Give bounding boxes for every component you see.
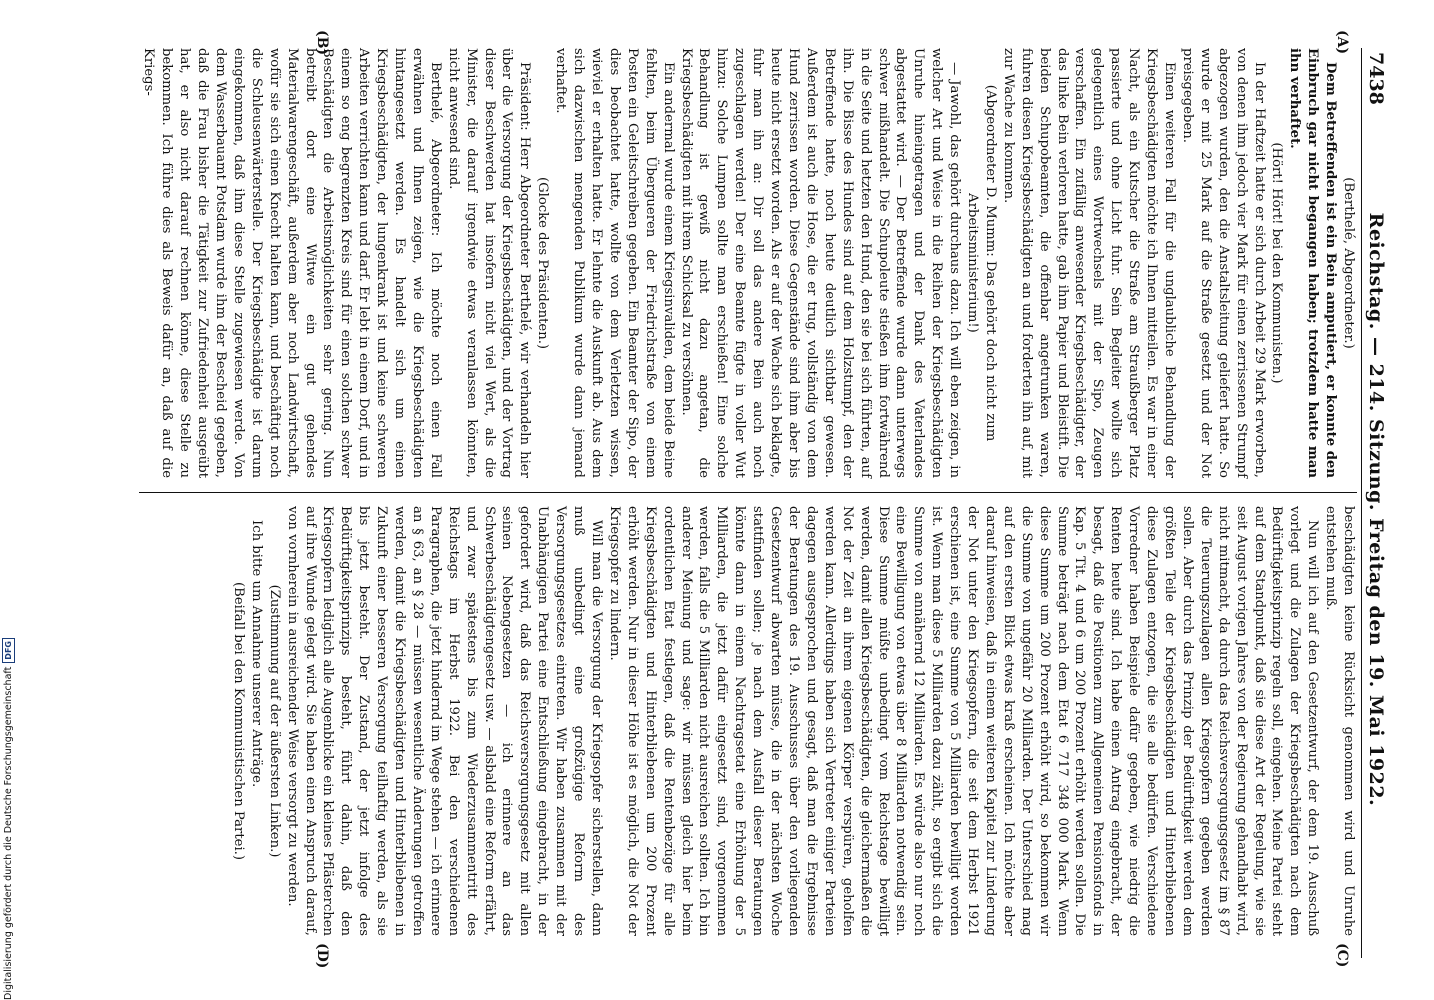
credit-text: Digitalisierung gefördert durch die Deutsche Forschungsgemeinschaft (3, 666, 14, 1000)
newspaper-page (90, 30, 1390, 969)
margin-mark-c: (C) (1334, 943, 1350, 968)
paragraph: — Jawohl, das gehört durchaus dazu. Ich will eben zeigen, in welcher Art und Weise in die Reihen der Kriegsbeschädigten Unruhe hineingetragen und der Dank des Vaterlandes abgestattet wird. — Der Betreffende wurde dann unterwegs schwer mißhandelt. Die Schupoleute stießen ihm fortwährend in die Seite und hetzten den Hund, den sie bei sich führten, auf ihn. Die Bisse des Hundes sind auf dem Holzstumpf, den der Betreffende hatte, noch heute deutlich sichtbar gewesen. Außerdem ist auch die Hose, die er trug, vollständig von dem Hund zerrissen worden. Diese Gegenstände sind ihm aber bis heute nicht ersetzt worden. Als er auf der Wache sich beklagte, fuhr man ihn an: Dir soll das andere Bein auch noch zugeschlagen werden! Der eine Beamte fügte in voller Wut hinzu: Solche Lumpen sollte man erschießen! Eine solche Behandlung ist gewiß nicht dazu angetan, die Kriegsbeschädigten mit ihrem Schicksal zu versöhnen. (678, 48, 963, 478)
margin-mark-d: (D) (314, 943, 330, 969)
paragraph: Nun will ich auf den Gesetzentwurf, der dem 19. Ausschuß vorlegt und die Zulagen der Kriegsbeschädigten nach dem Bedürftigkeitsprinzip regeln soll, eingehen. Meine Partei steht auf dem Standpunkt, daß sie diese Art der Regelung, wie sie seit August vorigen Jahres von der Regierung gehandhabt wird, nicht mitmacht, da durch das Reichsversorgungsgesetz im § 87 die Teuerungszulagen allen Kriegsopfern gegeben werden sollen. Aber durch das Prinzip der Bedürftigkeit werden dem größten Teile der Kriegsbeschädigten und Hinterbliebenen diese Zulagen entzogen, die sie alle bedürfen. Verschiedene Vorredner haben Beispiele dafür gegeben, wie niedrig die Renten heute sind. Ich habe einen Antrag eingebracht, der besagt, daß die Positionen zum Allgemeinen Pensionsfonds in Kap. 5 Tit. 4 und 6 um 200 Prozent erhöht werden sollen. Die Summe beträgt nach dem Etat 6 717 348 000 Mark. Wenn diese Summe um 200 Prozent erhöht wird, so bekommen wir die Summe von ungefähr 20 Milliarden. Der Unterschied mag auf den ersten Blick etwas kraß erscheinen. Ich möchte aber darauf hinweisen, daß in einem weiteren Kapitel zur Linderung der Not unter den Kriegsopfern, die seit dem Herbst 1921 erschienen ist, eine Summe von 5 Milliarden bewilligt worden ist. Wenn man diese 5 Milliarden dazu zählt, so ergibt sich die Summe von annähernd 12 Milliarden. Es würde also nur noch eine Bewilligung von etwas über 8 Milliarden notwendig sein. Diese Summe müßte unbedingt vom Reichstage bewilligt werden, damit allen Kriegsbeschädigten, die gleichermaßen die Not der Zeit an ihrem eigenen Körper verspüren, geholfen werden kann. Allerdings haben sich Vertreter einiger Parteien dagegen ausgesprochen und gesagt, daß man die Ergebnisse der Beratungen des 19. Ausschusses über den vorliegenden Gesetzentwurf abwarten müsse, die in der nächsten Woche stattfinden sollen; je nach dem Ausfall dieser Beratungen könnte dann in einem Nachtragsetat eine Erhöhung der 5 Milliarden, die jetzt dafür eingesetzt sind, vorgenommen werden, falls die 5 Milliarden nicht ausreichen sollten. Ich bin anderer Meinung und sage: wir müssen gleich hier beim ordentlichen Etat festlegen, daß die Rentenbezüge für alle Kriegsbeschädigten und Hinterbliebenen um 200 Prozent erhöht werden. Nur in dieser Höhe ist es möglich, die Not der Kriegsopfer zu lindern. (606, 506, 1321, 936)
paragraph: Ein andermal wurde einem Kriegsinvaliden, dem beide Beine fehlten, beim Übergueren der Friedrichstraße von einem Posten ein Geleitschreiben gegeben. Ein Beamter der Sipo, der dies beobachtet hatte, wollte von dem Verletzten wissen, wieviel er erhalten hatte. Er lehnte die Auskunft ab. Aus dem sich dazwischen mengenden Publikum wurde dann jemand verhaftet. (553, 48, 676, 478)
interjection: (Glocke des Präsidenten.) (535, 176, 551, 350)
interjection: (Beifall bei den Kommunistischen Partei.) (230, 582, 246, 860)
interjection: (Zustimmung auf der äußersten Linken.) (266, 584, 282, 858)
paragraph: Will man die Versorgung der Kriegsopfer sicherstellen, dann muß unbedingt eine großzügige Reform des Versorgungsgesetzes eintreten. Wir haben zusammen mit der Unabhängigen Partei eine Entschließung eingebracht, in der gefordert wird, daß das Reichsversorgungsgesetz mit allen seinen Nebengesetzen — ich erinnere an das Schwerbeschädigtengesetz usw. — alsbald eine Reform erfährt, und zwar spätestens bis zum Wiederzusammentritt des Reichstags im Herbst 1922. Bei den verschiedenen Paragraphen, die jetzt hindernd im Wege stehen — ich erinnere an § 63, an § 28 — müssen wesentliche Änderungen getroffen werden, damit die Kriegsbeschädigten und Hinterbliebenen in Zukunft einer besseren Versorgung teilhaftig werden, als sie bis jetzt besteht. Der Zustand, der jetzt infolge des Bedürftigkeitsprinzips besteht, führt dahin, daß den Kriegsopfern lediglich alle Augenblicke ein kleines Pflästerchen auf ihre Wunde gelegt wird. Sie haben einen Anspruch darauf, von vornherein in ausreichender Weise versorgt zu werden. (284, 506, 605, 936)
page-title: Reichstag. — 214. Sitzung. Freitag den 19. Mai 1922. (1365, 212, 1387, 807)
speaker-line: (Berthelé, Abgeordneter.) (1341, 177, 1357, 349)
dfg-logo-icon: DFG (2, 638, 15, 663)
page-number: 7438 (1365, 52, 1387, 105)
paragraph: In der Haftzeit hatte er sich durch Arbeit 29 Mark erworben, von denen ihm jedoch vier Mark für einen zerrissenen Strumpf abgezogen wurden, den die Anstaltsleitung geliefert hatte. So wurde er mit 25 Mark auf die Straße gesetzt und der Not preisgegeben. (1179, 48, 1267, 478)
paragraph: beschädigten keine Rücksicht genommen wird und Unruhe entstehen muß. (1323, 506, 1357, 936)
column-divider (139, 492, 1357, 493)
paragraph: Dem Betreffenden ist ein Bein amputiert, er konnte den Einbruch gar nicht begangen haben; trotzdem hatte man ihn verhaftet. (1287, 48, 1339, 478)
left-column (139, 48, 1357, 478)
paragraph: Ich bitte um Annahme unserer Anträge. (248, 520, 264, 788)
interjection: (Abgeordneter D. Mumm: Das gehört doch nicht zum Arbeitsministerium!) (965, 84, 998, 442)
margin-mark-b: (B) (314, 30, 330, 56)
paragraph: Einen weiteren Fall für die unglaubliche Behandlung der Kriegsbeschädigten möchte ich Ihnen mitteilen. Es war in einer Nacht, als ein Kutscher die Straße am Straußberger Platz passierte und ohne Licht fuhr. Sein Begleiter wollte sich gelegentlich eines Wortwechsels mit der Sipo, Zeugen verschaffen. Ein zufällig anwesender Kriegsbeschädigter, der das linke Bein verloren hatte, gab ihm Papier und Bleistift. Die beiden Schupobeamten, die offenbar angetrunken waren, fuhren diesen Kriegsbeschädigten an und forderten ihn auf, mit zur Wache zu kommen. (1000, 48, 1178, 478)
paragraph: Präsident: Herr Abgeordneter Berthelé, wir verhandeln hier über die Versorgung der Kriegsbeschädigten, und der Vortrag dieser Beschwerden hat insofern nicht viel Wert, als die Minister, die darauf irgendwie etwas veranlassen könnten, nicht anwesend sind. (445, 48, 533, 478)
paragraph: Berthelé, Abgeordneter: Ich möchte noch einen Fall erwähnen und Ihnen zeigen, wie die Kriegsbeschädigten hintangesetzt werden. Es handelt sich um einen Kriegsbeschädigten, der lungenkrank ist und keine schweren Arbeiten verrichten kann und darf. Er lebt in einem Dorf, und in einem so eng begrenzten Kreis sind für einen solchen schwer Beschädigten die Arbeitsmöglichkeiten sehr gering. Nun betreibt dort eine Witwe ein gut gehendes Materialwarengeschäft, außerdem aber noch Landwirtschaft, wofür sie sich einen Knecht halten kann, und beschäftigt noch die Schleusenwärterstelle. Der Kriegsbeschädigte ist darum eingekommen, daß ihm diese Stelle zugewiesen werde. Von dem Wasserbauamt Potsdam wurde ihm der Bescheid gegeben, daß die Frau bisher die Tätigkeit zur Zufriedenheit ausgeübt hat, er also nicht darauf rechnen könne, diese Stelle zu bekommen. Ich führe dies als Beweis dafür an, daß auf die Kriegs- (141, 48, 443, 478)
digitization-credit (2, 600, 15, 1000)
interjection: (Hört! Hört! bei den Kommunisten.) (1269, 142, 1285, 384)
text-columns (139, 48, 1357, 958)
margin-mark-a: (A) (1334, 30, 1350, 55)
page-header (1361, 48, 1387, 958)
right-column (139, 506, 1357, 936)
